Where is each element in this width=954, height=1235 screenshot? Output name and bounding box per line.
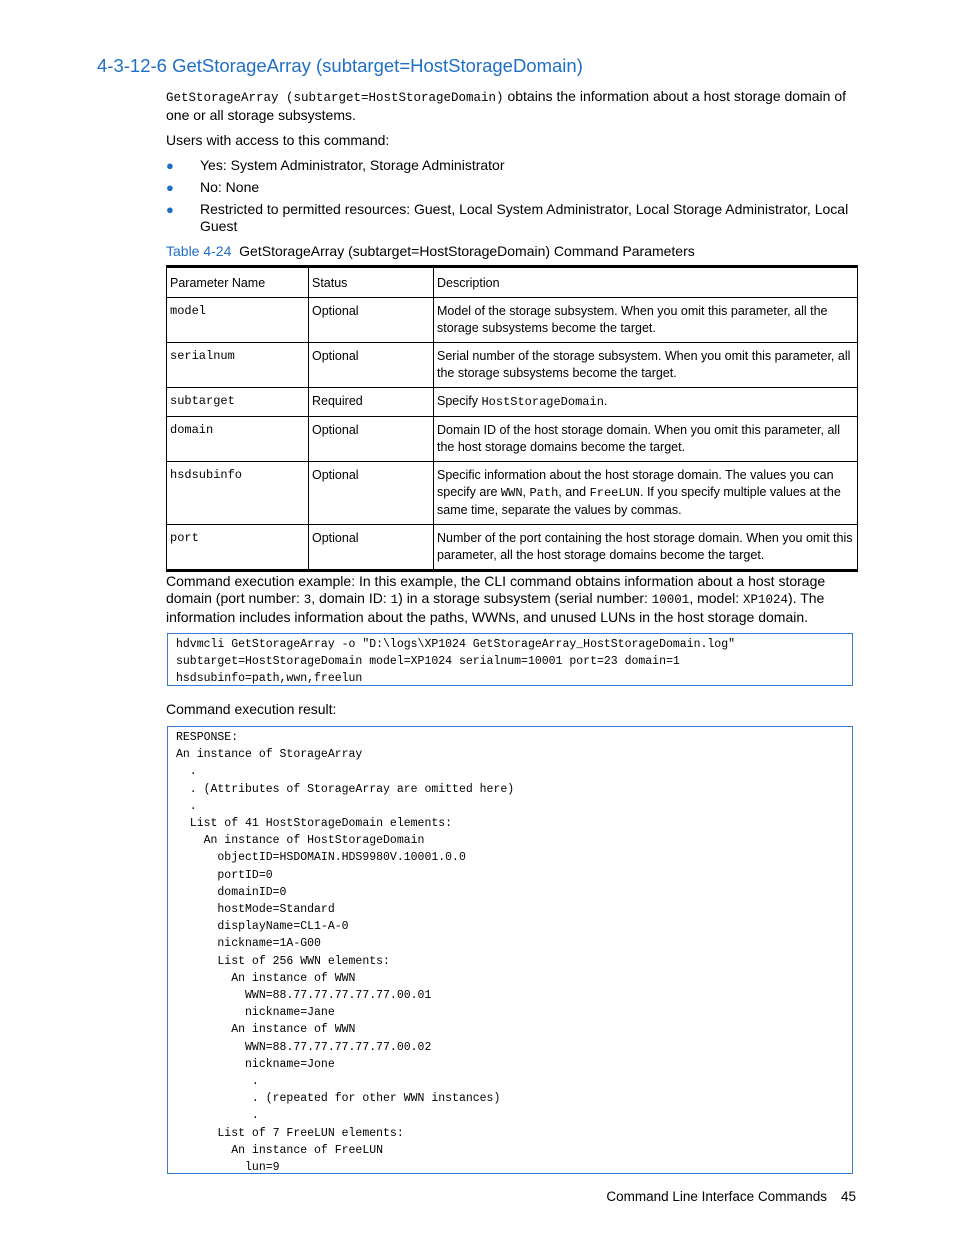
section-heading: 4-3-12-6 GetStorageArray (subtarget=HostStorageDomain) xyxy=(97,55,583,76)
param-description: Specify HostStorageDomain. xyxy=(434,388,858,417)
param-name: subtarget xyxy=(167,388,309,417)
example-code-block: hdvmcli GetStorageArray -o "D:\logs\XP1024 GetStorageArray_HostStorageDomain.log" subtarget=HostStorageDomain model=XP1024 serialnum=10001 port=23 domain=1 hsdsubinfo=path,wwn,freelun xyxy=(167,633,853,686)
table-row xyxy=(167,298,858,343)
intro-paragraph xyxy=(166,88,856,124)
parameters-table xyxy=(166,265,858,572)
param-name: port xyxy=(167,525,309,571)
param-name: hsdsubinfo xyxy=(167,462,309,525)
access-intro: Users with access to this command: xyxy=(166,132,390,148)
table-row xyxy=(167,388,858,417)
param-name: serialnum xyxy=(167,343,309,388)
table-row xyxy=(167,417,858,462)
param-description: Serial number of the storage subsystem. When you omit this parameter, all the storage subsystems become the target. xyxy=(434,343,858,388)
intro-command: GetStorageArray (subtarget=HostStorageDomain) xyxy=(166,91,504,105)
param-name: domain xyxy=(167,417,309,462)
list-item: ● Restricted to permitted resources: Guest, Local System Administrator, Local Storage Administrator, Local Guest xyxy=(166,201,849,234)
page-number: 45 xyxy=(840,1189,856,1204)
list-item: ● Yes: System Administrator, Storage Administrator xyxy=(166,157,505,173)
table-row xyxy=(167,525,858,571)
table-header-row xyxy=(167,267,858,298)
param-description: Domain ID of the host storage domain. When you omit this parameter, all the host storage domains become the target. xyxy=(434,417,858,462)
result-label: Command execution result: xyxy=(166,701,337,717)
list-item: ● No: None xyxy=(166,179,260,195)
page-footer xyxy=(606,1188,856,1205)
param-status: Optional xyxy=(309,462,434,525)
example-paragraph: Command execution example: In this example, the CLI command obtains information about a host storage domain (port number: 3, domain ID: 1) in a storage subsystem (serial number: 10001, model: XP1024). The information includes information about the paths, WWNs, and unused LUNs in the host storage domain. xyxy=(166,573,826,625)
table-row xyxy=(167,343,858,388)
param-description: Number of the port containing the host storage domain. When you omit this parameter, all the host storage domains become the target. xyxy=(434,525,858,571)
column-header-status: Status xyxy=(309,267,434,298)
bullet-icon: ● xyxy=(166,158,174,173)
table-caption-label: Table 4-24 xyxy=(166,243,232,259)
table-caption-title: GetStorageArray (subtarget=HostStorageDomain) Command Parameters xyxy=(239,243,695,259)
result-code-block: RESPONSE: An instance of StorageArray . . (Attributes of StorageArray are omitted here) . List of 41 HostStorageDomain elements: An instance of HostStorageDomain objectID=HSDOMAIN.HDS9980V.10001.0.0 portID=0 domainID=0 hostMode=Standard displayName=CL1-A-0 nickname=1A-G00 List of 256 WWN elements: An instance of WWN WWN=88.77.77.77.77.77.00.01 nickname=Jane An instance of WWN WWN=88.77.77.77.77.77.00.02 nickname=Jone . . (repeated for other WWN instances) . List of 7 FreeLUN elements: An instance of FreeLUN lun=9 xyxy=(167,726,853,1174)
param-status: Required xyxy=(309,388,434,417)
param-status: Optional xyxy=(309,525,434,571)
table-row xyxy=(167,462,858,525)
param-status: Optional xyxy=(309,343,434,388)
column-header-description: Description xyxy=(434,267,858,298)
intro-text: obtains the information about a host storage domain of one or all storage subsystems. xyxy=(166,88,847,123)
bullet-icon: ● xyxy=(166,202,174,217)
footer-section-title: Command Line Interface Commands xyxy=(606,1189,827,1204)
param-description: Model of the storage subsystem. When you omit this parameter, all the storage subsystems become the target. xyxy=(434,298,858,343)
access-list xyxy=(166,157,856,240)
param-name: model xyxy=(167,298,309,343)
bullet-icon: ● xyxy=(166,180,174,195)
param-description: Specific information about the host storage domain. The values you can specify are WWN, Path, and FreeLUN. If you specify multiple values at the same time, separate the values by commas. xyxy=(434,462,858,525)
param-status: Optional xyxy=(309,298,434,343)
param-status: Optional xyxy=(309,417,434,462)
column-header-parameter: Parameter Name xyxy=(167,267,309,298)
table-caption xyxy=(166,243,695,260)
